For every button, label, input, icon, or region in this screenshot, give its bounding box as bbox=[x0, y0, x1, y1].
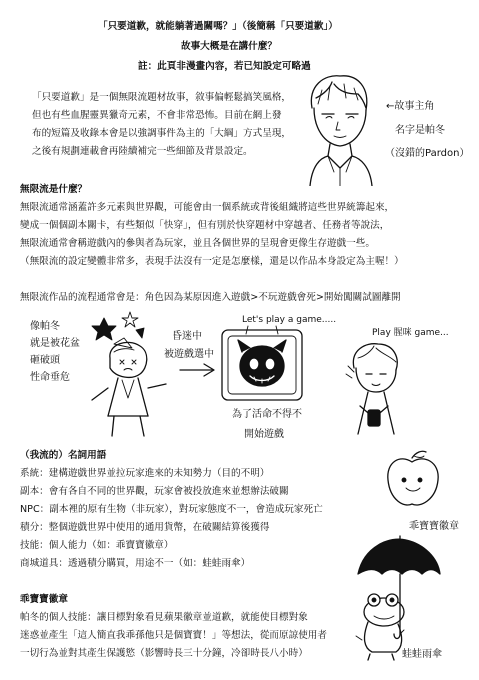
intro-line-2: 但也有些血腥靈異獵奇元素，不會非常恐怖。目前在網上發 bbox=[32, 110, 282, 121]
flow-mid-label-2: 被遊戲選中 bbox=[164, 349, 214, 360]
header-title-line: 「只要道歉，就能躺著過關嗎？」（後簡稱「只要道歉」） bbox=[98, 21, 338, 32]
glossary-item-points: 積分：整個遊戲世界中使用的通用貨幣，在破關結算後獲得 bbox=[20, 522, 270, 533]
skill-line-2: 迷惑並產生「這人簡直我乖孫他只是個寶寶！」等想法，從而原諒使用者 bbox=[20, 630, 327, 641]
intro-line-4: 之後有規劃連載會再陸續補完一些細節及背景設定。 bbox=[32, 146, 253, 157]
protagonist-note-line-3: （沒錯的Pardon） bbox=[385, 148, 470, 159]
skill-line-3: 一切行為並對其產生保護慾（影響時長三十分鐘，冷卻時長八小時） bbox=[20, 648, 308, 659]
intro-line-1: 「只要道歉」是一個無限流題材故事，敘事偏輕鬆搞笑風格， bbox=[32, 92, 292, 103]
flow-left-label-2: 就是被花盆 bbox=[30, 338, 80, 349]
game-screen-monster-illustration bbox=[218, 322, 306, 404]
flow-bottom-label-2: 開始遊戲 bbox=[244, 429, 284, 440]
flow-left-label-4: 性命垂危 bbox=[30, 372, 70, 383]
flow-mid-label-1: 昏迷中 bbox=[172, 331, 202, 342]
glossary-item-shop: 商城道具：透過積分購買，用途不一（如：蛙蛙雨傘） bbox=[20, 558, 251, 569]
frog-umbrella-illustration bbox=[350, 530, 446, 662]
protagonist-note-line-1: ←故事主角 bbox=[386, 101, 435, 112]
flow-bottom-label-1: 為了活命不得不 bbox=[232, 409, 302, 420]
apple-badge-illustration bbox=[382, 448, 444, 512]
glossary-item-instance: 副本：會有各自不同的世界觀，玩家會被投放進來並想辦法破關 bbox=[20, 486, 289, 497]
character-holding-phone-illustration bbox=[338, 340, 410, 436]
badge-label: 乖寶寶徽章 bbox=[409, 521, 459, 532]
umbrella-label: 蛙蛙雨傘 bbox=[402, 649, 442, 660]
section-infinite-line-1: 無限流通常涵蓋許多元素與世界觀，可能會由一個系統或背後組織將這些世界統籌起來， bbox=[20, 202, 395, 213]
glossary-title: （我流的）名詞用語 bbox=[20, 450, 107, 461]
section-infinite-line-3: 無限流通常會稱遊戲內的參與者為玩家，並且各個世界的呈現會更像生存遊戲一些。 bbox=[20, 238, 375, 249]
flow-left-label-1: 像帕冬 bbox=[30, 321, 60, 332]
section-infinite-line-2: 變成一個個副本關卡，有些類似「快穿」，但有別於快穿題材中穿越者、任務者等說法， bbox=[20, 220, 390, 231]
protagonist-note-line-2: 名字是帕冬 bbox=[395, 125, 445, 136]
glossary-item-system: 系統：建構遊戲世界並拉玩家進來的未知勢力（目的不明） bbox=[20, 468, 270, 479]
header-question: 故事大概是在講什麼？ bbox=[181, 41, 277, 52]
protagonist-portrait-illustration bbox=[300, 68, 380, 186]
flow-arrow-icon bbox=[178, 360, 218, 380]
flow-description: 無限流作品的流程通常會是：角色因為某原因進入遊戲>不玩遊戲會死>開始闖關試圖離開 bbox=[20, 292, 401, 303]
speech-box-text: Let's play a game..... bbox=[242, 315, 337, 325]
injured-character-illustration bbox=[84, 308, 178, 438]
glossary-item-npc: NPC：副本裡的原有生物（非玩家），對玩家態度不一，會造成玩家死亡 bbox=[20, 504, 323, 515]
flow-right-speech: Play 腥咪 game... bbox=[372, 328, 449, 338]
section-infinite-line-4: （無限流的設定變體非常多，表現手法沒有一定是怎麼樣，還是以作品本身設定為主喔！） bbox=[20, 256, 404, 267]
skill-title: 乖寶寶徽章 bbox=[20, 594, 68, 605]
skill-line-1: 帕冬的個人技能：讓目標對象看見蘋果徽章並道歉，就能使目標對象 bbox=[20, 612, 308, 623]
intro-line-3: 布的短篇及收錄本會是以強調事件為主的「大綱」方式呈現， bbox=[32, 128, 292, 139]
header-note: 註：此頁非漫畫內容，若已知設定可略過 bbox=[138, 61, 311, 72]
flow-left-label-3: 砸破頭 bbox=[30, 355, 60, 366]
section-infinite-title: 無限流是什麼？ bbox=[20, 184, 88, 195]
glossary-item-skill: 技能：個人能力（如：乖寶寶徽章） bbox=[20, 540, 174, 551]
